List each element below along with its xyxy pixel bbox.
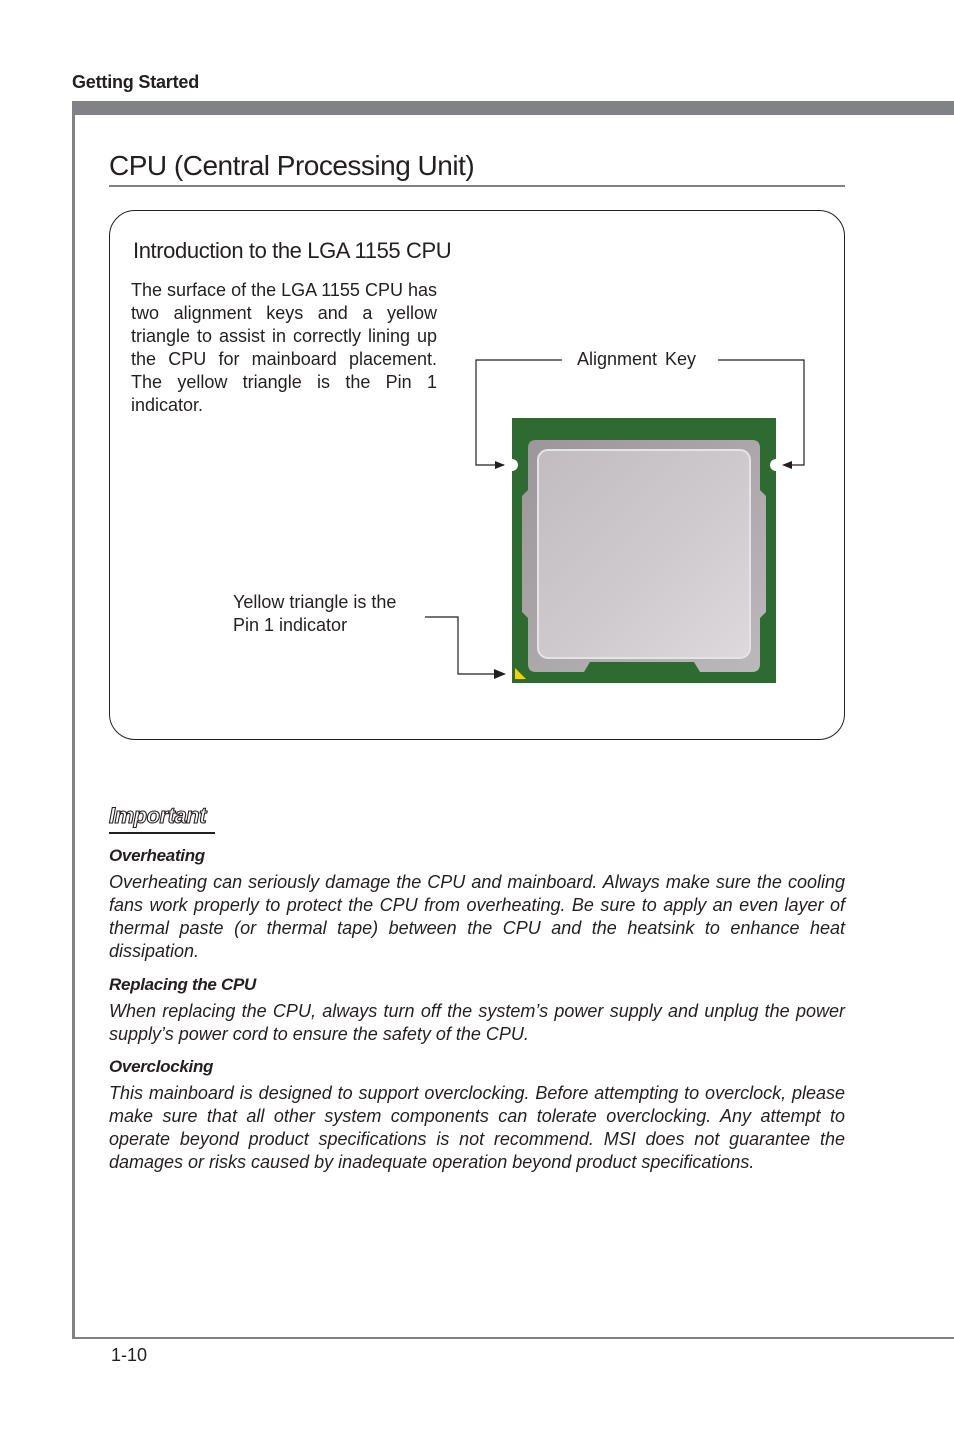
note-title-replacing-cpu: Replacing the CPU bbox=[109, 975, 256, 994]
right-alignment-notch bbox=[770, 459, 782, 471]
note-title-overheating: Overheating bbox=[109, 846, 205, 865]
note-text-overclocking: This mainboard is designed to support overclocking. Before attempting to overclock, please make sure that all other system components can tolerate overclocking. Any attempt to operate beyond product specifications is not recommend. MSI does not guarantee the damages or risks caused by inadequate operation beyond product specifications. bbox=[109, 1083, 845, 1172]
page-title: CPU (Central Processing Unit) bbox=[109, 150, 475, 181]
important-heading: Important bbox=[109, 803, 206, 828]
note-text-replacing-cpu: When replacing the CPU, always turn off the system’s power supply and unplug the power supply’s power cord to ensure the safety of the CPU. bbox=[109, 1001, 845, 1044]
page-number: 1-10 bbox=[111, 1345, 148, 1365]
pin1-label-line2: Pin 1 indicator bbox=[233, 615, 348, 635]
footer-rule bbox=[72, 1337, 954, 1339]
pin1-indicator-label bbox=[233, 591, 396, 637]
important-underline bbox=[109, 832, 215, 834]
pin1-label-line1: Yellow triangle is the bbox=[233, 592, 397, 612]
right-key-arrow-icon bbox=[782, 461, 792, 469]
intro-paragraph: The surface of the LGA 1155 CPU has two alignment keys and a yellow triangle to assist in correctly lining up the CPU for mainboard placement. The yellow triangle is the Pin 1 indicator. bbox=[131, 280, 437, 415]
note-text-overheating: Overheating can seriously damage the CPU and mainboard. Always make sure the cooling fans work properly to protect the CPU from overheating. Be sure to apply an even layer of thermal paste (or thermal tape) between the CPU and the heatsink to enhance heat dissipation. bbox=[109, 872, 845, 961]
note-title-overclocking: Overclocking bbox=[109, 1057, 214, 1076]
left-key-arrow-icon bbox=[495, 461, 505, 469]
pin1-arrow-icon bbox=[494, 669, 506, 679]
heatspreader-top bbox=[538, 450, 750, 658]
left-alignment-notch bbox=[506, 459, 518, 471]
section-label: Getting Started bbox=[72, 72, 200, 92]
pin1-leader bbox=[425, 617, 498, 674]
alignment-key-label: Alignment Key bbox=[577, 349, 697, 369]
intro-heading: Introduction to the LGA 1155 CPU bbox=[133, 238, 452, 263]
